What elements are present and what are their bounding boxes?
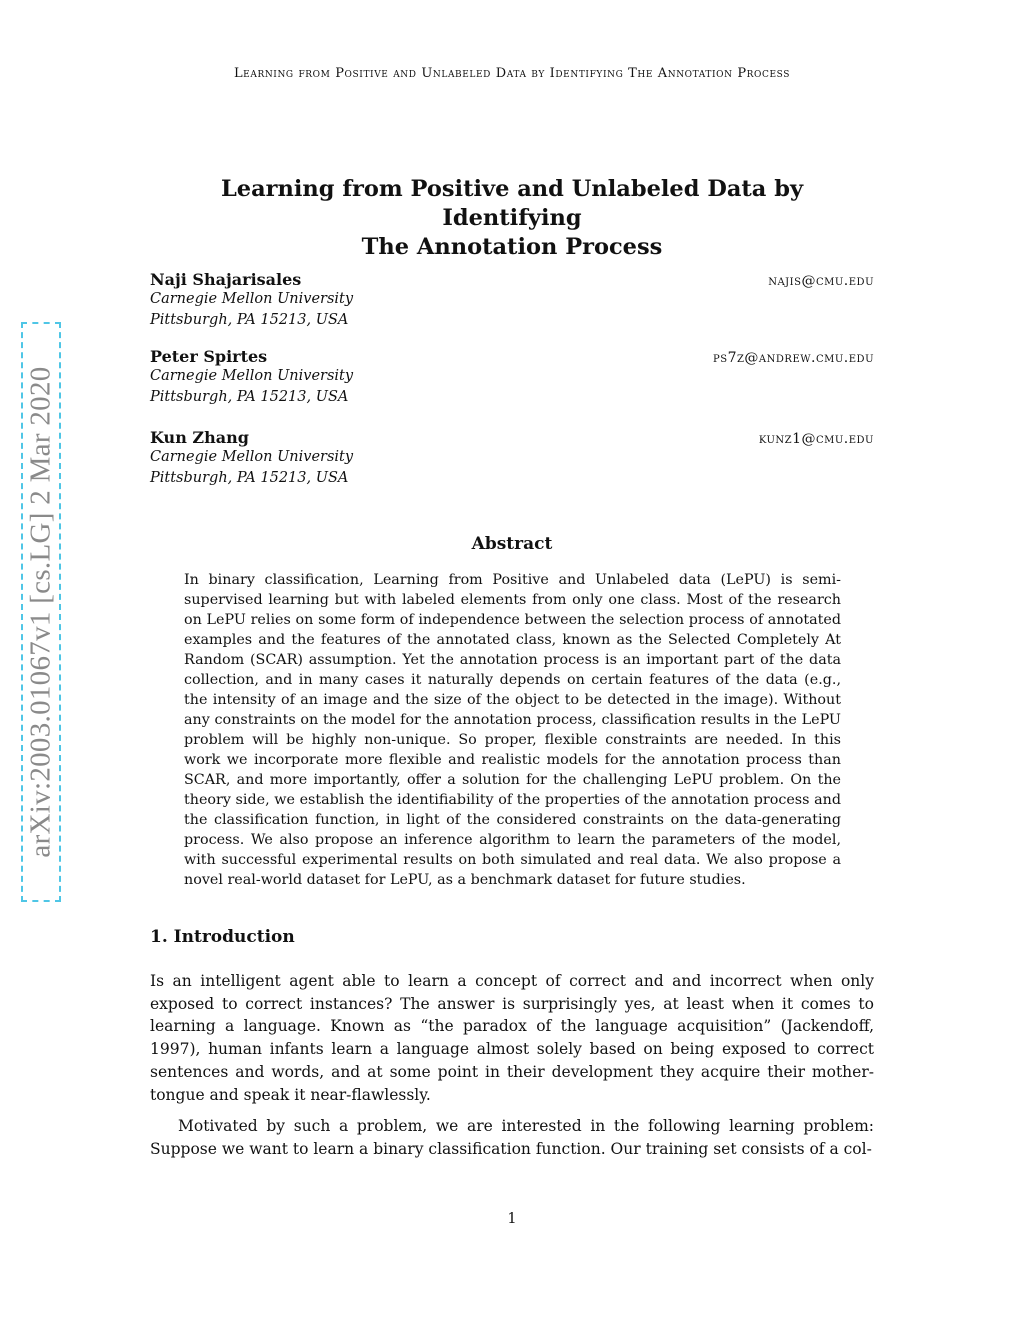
author-block [150,428,874,489]
author-location: Pittsburgh, PA 15213, USA [150,470,349,486]
paper-title [150,175,874,262]
intro-paragraph: Is an intelligent agent able to learn a concept of correct and and incorrect when only exposed to correct instances? The answer is surprisingly yes, at least when it comes to learning a language. Known as “the paradox of the language acquisition” (Jackendoff, 1997), human infants learn a language almost solely based on being exposed to correct sentences and words, and at some point in their development they acquire their mother-tongue and speak it near-flawlessly. [150,972,874,1104]
page-number: 1 [507,1211,517,1227]
author-email[interactable]: ps7z@andrew.cmu.edu [713,350,874,366]
author-location: Pittsburgh, PA 15213, USA [150,389,349,405]
author-block [150,270,874,331]
author-name: Peter Spirtes [150,347,268,366]
author-location: Pittsburgh, PA 15213, USA [150,312,349,328]
arxiv-identifier-stamp[interactable] [21,322,61,902]
running-head: Learning from Positive and Unlabeled Data by Identifying The Annotation Process [233,66,791,81]
paper-title-line-1: Learning from Positive and Unlabeled Data by Identifying [220,176,804,231]
author-name: Naji Shajarisales [150,270,302,289]
paper-title-line-2: The Annotation Process [361,234,663,260]
author-email[interactable]: kunz1@cmu.edu [758,431,874,447]
section-heading-introduction: 1. Introduction [150,927,295,947]
author-affiliation: Carnegie Mellon University [150,368,354,384]
author-name: Kun Zhang [150,428,249,447]
arxiv-identifier-text: arXiv:2003.01067v1 [cs.LG] 2 Mar 2020 [24,366,57,858]
abstract-heading: Abstract [471,534,553,554]
intro-paragraph: Motivated by such a problem, we are interested in the following learning problem: Suppose we want to learn a binary classification function. Our training set consists of a col- [150,1117,874,1158]
author-email[interactable]: najis@cmu.edu [768,273,874,289]
author-block [150,347,874,408]
abstract-body: In binary classification, Learning from Positive and Unlabeled data (LePU) is semi-supervised learning but with labeled elements from only one class. Most of the research on LePU relies on some form of independence between the selection process of annotated examples and the features of the annotated class, known as the Selected Completely At Random (SCAR) assumption. Yet the annotation process is an important part of the data collection, and in many cases it naturally depends on certain features of the data (e.g., the intensity of an image and the size of the object to be detected in the image). Without any constraints on the model for the annotation process, classification results in the LePU problem will be highly non-unique. So proper, flexible constraints are needed. In this work we incorporate more flexible and realistic models for the annotation process than SCAR, and more importantly, offer a solution for the challenging LePU problem. On the theory side, we establish the identifiability of the properties of the annotation process and the classification function, in light of the considered constraints on the data-generating process. We also propose an inference algorithm to learn the parameters of the model, with successful experimental results on both simulated and real data. We also propose a novel real-world dataset for LePU, as a benchmark dataset for future studies. [184,572,841,888]
author-affiliation: Carnegie Mellon University [150,449,354,465]
author-affiliation: Carnegie Mellon University [150,291,354,307]
